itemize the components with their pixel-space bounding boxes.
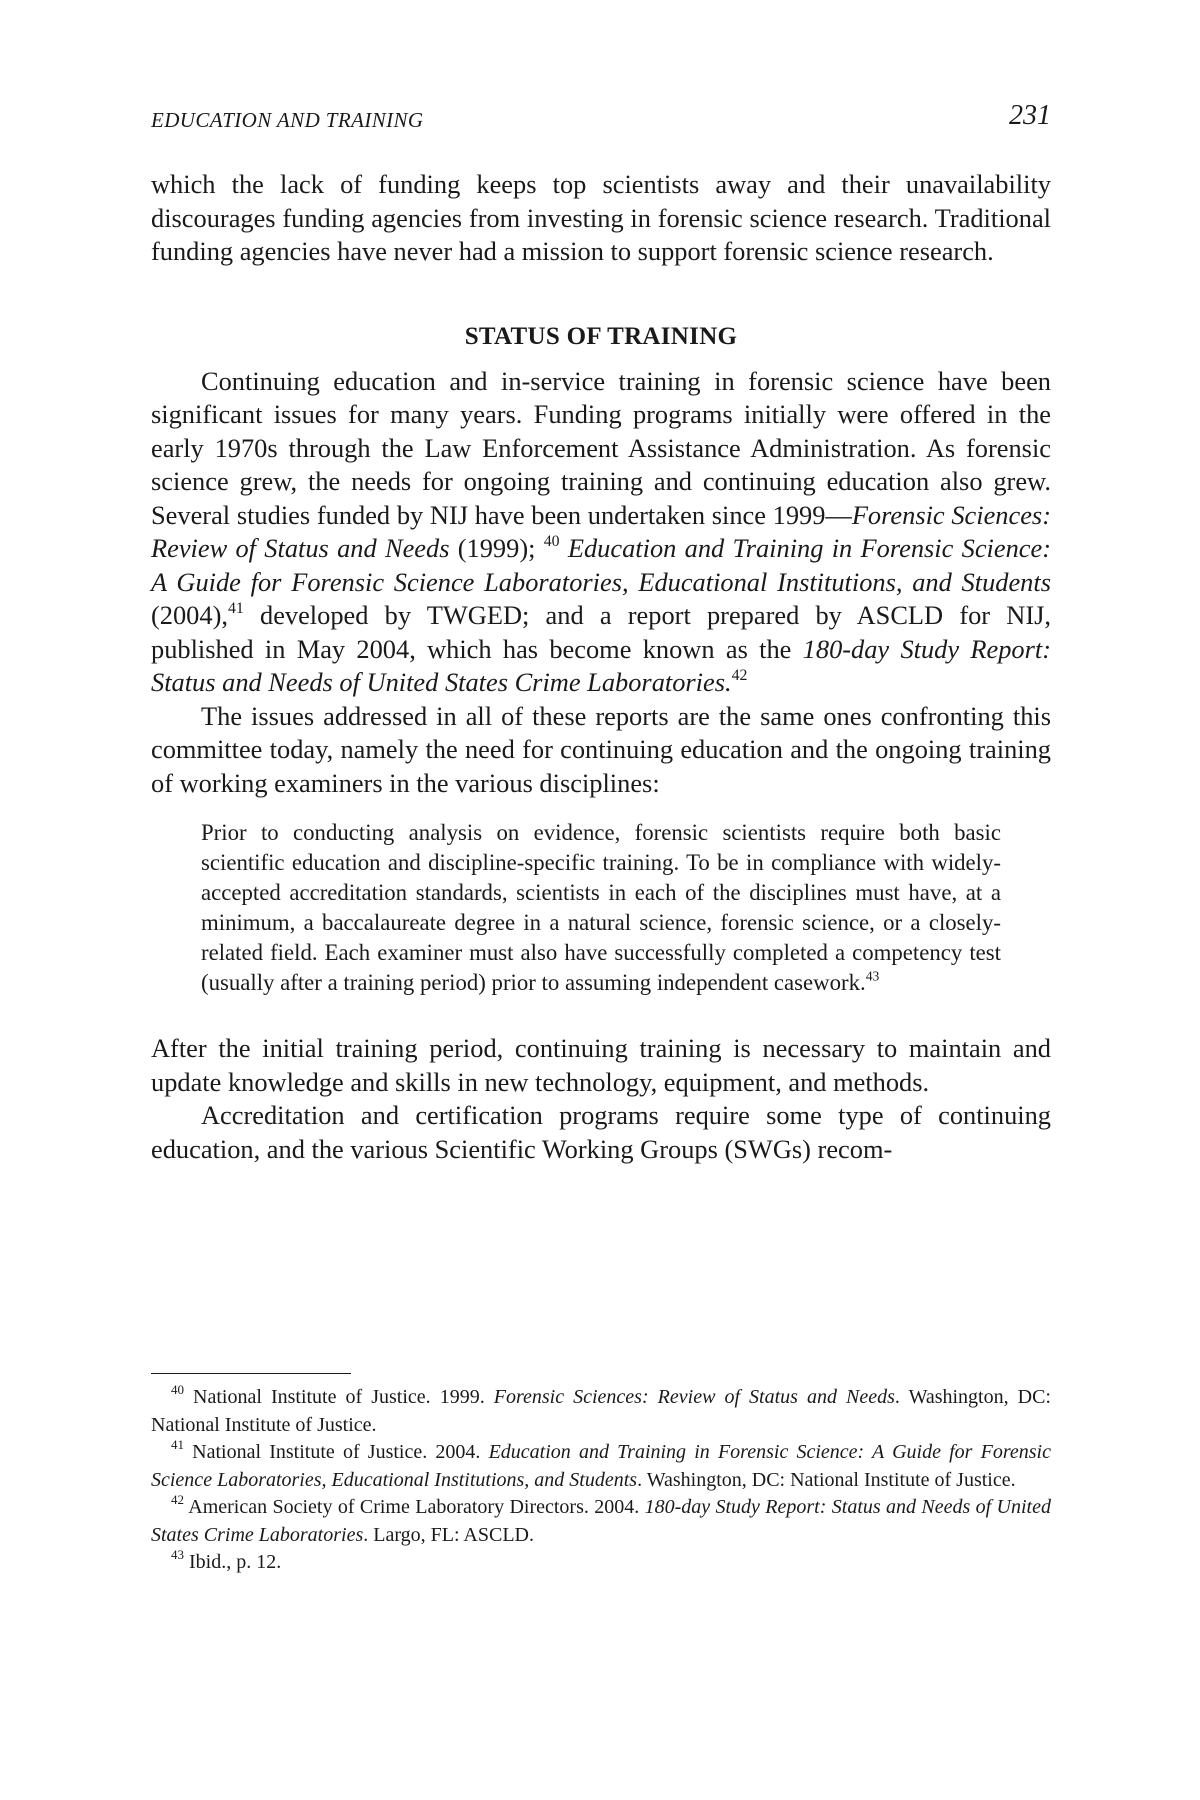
- footnote-number: 40: [171, 1381, 184, 1397]
- footnote-ref-42[interactable]: 42: [731, 666, 748, 684]
- footnote-ref-43[interactable]: 43: [865, 968, 880, 984]
- footnote-text: Ibid., p. 12.: [184, 1551, 282, 1573]
- paragraph-status-of-training: [151, 365, 1051, 700]
- footnote-title: Education and Training in Forensic Science: A Guide for Forensic Science Laboratories, Educational Institutions, and Students: [151, 1441, 1051, 1491]
- citation-education-and-training: Education and Training in Forensic Science: A Guide for Forensic Science Laboratories, Educational Institutions, and Students: [151, 533, 1051, 597]
- footnote-ref-40[interactable]: 40: [543, 532, 560, 550]
- footnote-ref-41[interactable]: 41: [227, 599, 244, 617]
- footnote-divider: [151, 1373, 351, 1374]
- para1-text-4: developed by TWGED; and a report prepared by ASCLD for NIJ, published in May 2004, which has become known as the: [151, 600, 1051, 664]
- footnote-text: . Washington, DC: National Institute of Justice.: [637, 1468, 1016, 1491]
- footnote-title: Forensic Sciences: Review of Status and Needs: [493, 1386, 895, 1408]
- footnote-41: [151, 1436, 1051, 1494]
- running-title: EDUCATION AND TRAINING: [151, 108, 424, 132]
- footnote-43: [151, 1546, 1051, 1577]
- para1-text-1: Continuing education and in-service training in forensic science have been significant issues for many years. Funding programs initially were offered in the early 1970s through the Law Enforcement Assistance Administration. As forensic science grew, the needs for ongoing training and continuing education also grew. Several studies funded by NIJ have been undertaken since 1999—: [151, 365, 1051, 530]
- para1-text-2: (1999);: [449, 533, 544, 563]
- footnote-number: 43: [171, 1546, 184, 1562]
- footnote-text: . Largo, FL: ASCLD.: [363, 1523, 535, 1546]
- section-heading: STATUS OF TRAINING: [464, 322, 738, 350]
- running-header: [151, 100, 1051, 140]
- block-quote-text: Prior to conducting analysis on evidence, forensic scientists require both basic scientific education and discipline-specific training. To be in compliance with widely-accepted accreditation standards, scientists in each of the disciplines must have, at a minimum, a baccalaureate degree in a natural science, forensic science, or a closely-related field. Each examiner must also have successfully completed a competency test (usually after a training period) prior to assuming independent casework.: [201, 820, 1001, 995]
- footnote-number: 41: [171, 1436, 184, 1452]
- para1-text-3: (2004),: [151, 600, 228, 630]
- paragraph-after-training: After the initial training period, continuing training is necessary to maintain and update knowledge and skills in new technology, equipment, and methods.: [151, 1033, 1051, 1097]
- block-quote: [201, 818, 1001, 998]
- footnote-text: American Society of Crime Laboratory Directors. 2004.: [184, 1496, 645, 1518]
- citation-forensic-sciences-review: Forensic Sciences: Review of Status and Needs: [151, 499, 1051, 563]
- citation-180-day-study: 180-day Study Report: Status and Needs of United States Crime Laboratories.: [151, 633, 1051, 697]
- footnote-42: [151, 1491, 1051, 1549]
- page: [151, 100, 1051, 1166]
- para1-space: [560, 533, 568, 563]
- footnote-text: National Institute of Justice. 2004.: [184, 1441, 489, 1463]
- opening-paragraph: which the lack of funding keeps top scientists away and their unavailability discourages funding agencies from investing in forensic science research. Traditional funding agencies have never had a mission to support forensic science research.: [151, 169, 1051, 266]
- footnote-40: [151, 1381, 1051, 1439]
- footnote-text: National Institute of Justice. 1999.: [184, 1386, 494, 1408]
- footnote-number: 42: [171, 1491, 184, 1507]
- paragraph-issues-addressed: The issues addressed in all of these reports are the same ones confronting this committee today, namely the need for continuing education and the ongoing training of working examiners in the various disciplines:: [151, 700, 1051, 798]
- footnote-text: . Washington, DC: National Institute of Justice.: [151, 1386, 1051, 1436]
- footnotes: [151, 1373, 1051, 1577]
- footnote-title: 180-day Study Report: Status and Needs of United States Crime Laboratories: [151, 1496, 1051, 1546]
- page-number: 231: [1009, 100, 1051, 131]
- paragraph-accreditation: Accreditation and certification programs require some type of continuing education, and the various Scientific Working Groups (SWGs) recom-: [151, 1100, 1051, 1164]
